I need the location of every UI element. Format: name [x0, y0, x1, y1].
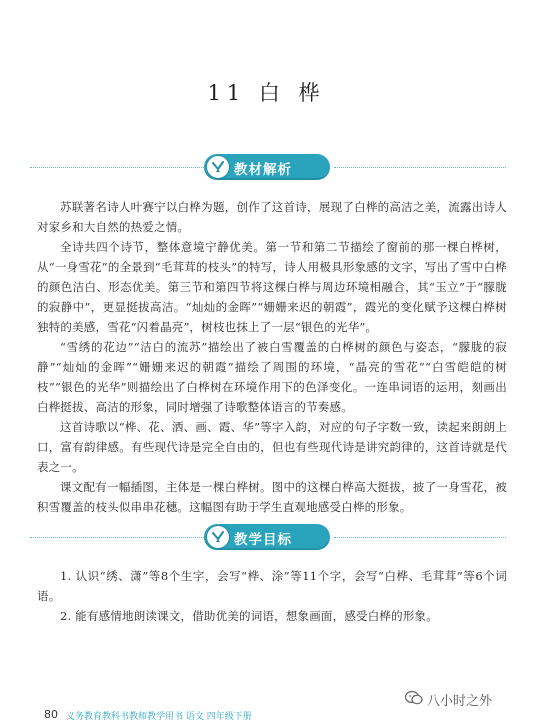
dotted-rule-left	[30, 167, 204, 168]
goal-item: 2. 能有感情地朗读课文，借助优美的词语，想象画面，感受白桦的形象。	[60, 609, 438, 623]
watermark-text: 八小时之外	[427, 694, 493, 709]
series-title: 义务教育教科书教师教学用书 语文 四年级下册	[66, 712, 252, 722]
paragraph: 全诗共四个诗节，整体意境宁静优美。第一节和第二节描绘了窗前的那一棵白桦树，从“一身雪花”的全景到“毛茸茸的枝头”的特写，诗人用极具形象感的文字，写出了雪中白桦的颜色洁白、形态优美。第三节和第四节将这棵白桦与周边环境相融合，其“玉立”于“朦胧的寂静中”，更显挺拔高洁。“灿灿的金晖”“姗姗来迟的朝霞”，霞光的变化赋予这棵白桦树独特的美感，雪花“闪着晶亮”，树枝也抹上了一层“银色的光华”。	[37, 240, 507, 334]
watermark	[405, 688, 523, 710]
section-header-goals	[0, 522, 533, 552]
analysis-body	[37, 197, 507, 517]
check-arrow-icon	[206, 155, 230, 179]
paragraph: 课文配有一幅插图，主体是一棵白桦树。图中的这棵白桦高大挺拔，披了一身雪花，被积雪覆盖的枝头似串串花穗。这幅图有助于学生直观地感受白桦的形象。	[37, 480, 507, 514]
section-pill	[204, 154, 330, 180]
section-label: 教学目标	[234, 532, 292, 548]
wechat-bubble-icon	[405, 690, 423, 710]
check-arrow-icon	[206, 525, 230, 549]
dotted-rule-right	[334, 537, 506, 538]
section-label: 教材解析	[234, 162, 292, 178]
paragraph: 苏联著名诗人叶赛宁以白桦为题，创作了这首诗，展现了白桦的高洁之美，流露出诗人对家乡和大自然的热爱之情。	[37, 200, 507, 234]
goal-item: 1. 认识“绣、潇”等8个生字，会写“桦、涂”等11个字，会写“白桦、毛茸茸”等6个词语。	[37, 569, 507, 603]
paragraph: “雪绣的花边”“洁白的流苏”描绘出了被白雪覆盖的白桦树的颜色与姿态，“朦胧的寂静”“灿灿的金晖”“姗姗来迟的朝霞”描绘了周围的环境，“晶亮的雪花”“白雪皑皑的树枝”“银色的光华”则描绘出了白桦树在环境作用下的色泽变化。一连串词语的运用，刻画出白桦挺拔、高洁的形象，同时增强了诗歌整体语言的节奏感。	[37, 340, 507, 414]
dotted-rule-left	[30, 537, 204, 538]
goals-body	[37, 566, 507, 626]
dotted-rule-right	[334, 167, 506, 168]
lesson-title: 11 白 桦	[207, 81, 326, 105]
page-number: 80	[44, 708, 58, 721]
section-pill	[204, 524, 330, 550]
paragraph: 这首诗歌以“桦、花、洒、画、霞、华”等字入韵，对应的句子字数一致，读起来朗朗上口，富有韵律感。有些现代诗是完全自由的，但也有些现代诗是讲究韵律的，这首诗就是代表之一。	[37, 420, 507, 474]
section-header-analysis	[0, 152, 533, 182]
